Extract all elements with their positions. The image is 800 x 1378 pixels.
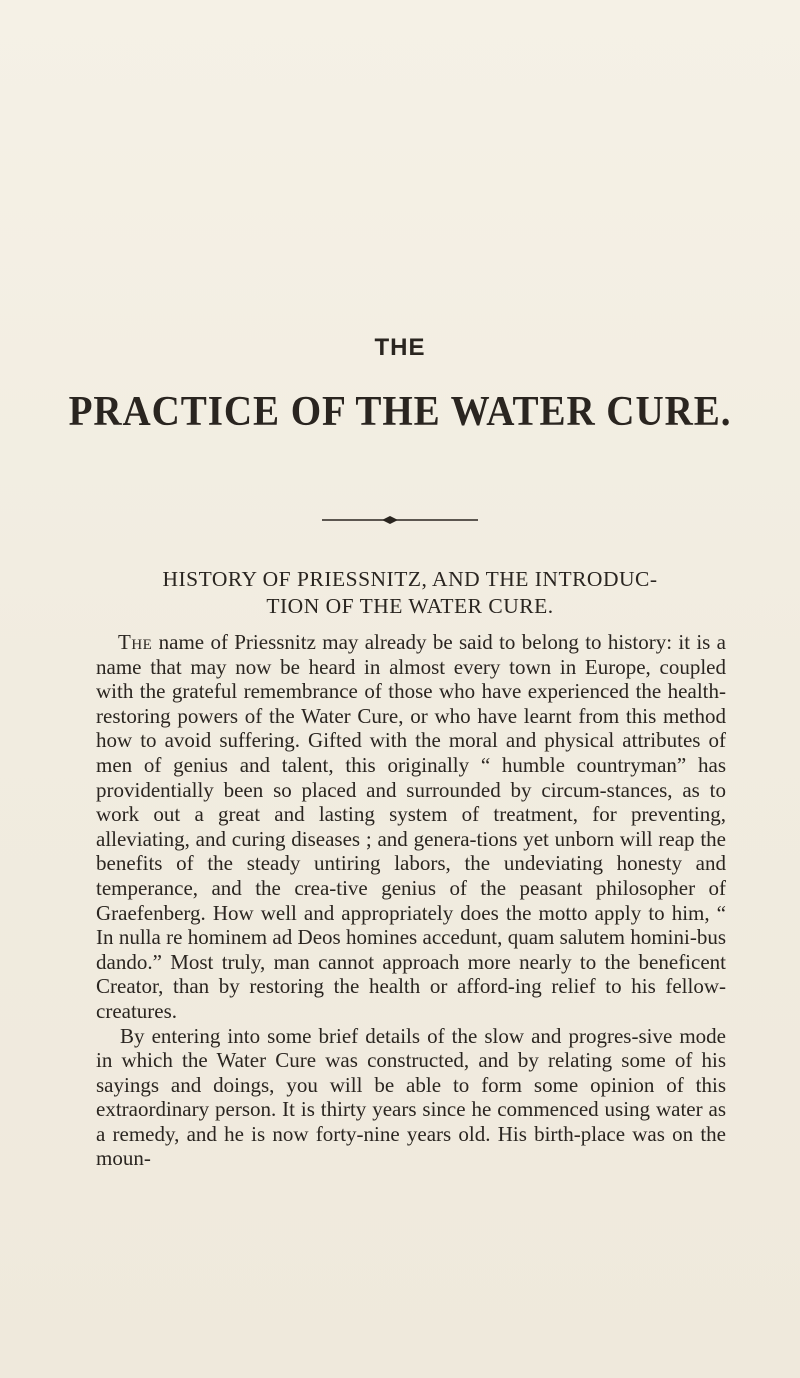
- paragraph-1-lead: The: [118, 630, 153, 654]
- heading-the: THE: [374, 334, 426, 361]
- page-title: PRACTICE OF THE WATER CURE.: [68, 389, 732, 435]
- body-text: [96, 630, 726, 1171]
- paragraph-2: By entering into some brief details of the slow and progres-sive mode in which the Water Cure was constructed, and by relating some of his sayings and doings, you will be able to form some opinion of this extraordinary person. It is thirty years since he commenced using water as a remedy, and he is now forty-nine years old. His birth-place was on the moun-: [96, 1023, 726, 1171]
- section-title-line-1: HISTORY OF PRIESSNITZ, AND THE INTRODUC-: [162, 567, 658, 591]
- paragraph-1-text: name of Priessnitz may already be said to belong to history: it is a name that may now be heard in almost every town in Europe, coupled with the grateful remembrance of those who have experienced the health-restoring powers of the Water Cure, or who have learnt from this method how to avoid suffering. Gifted with the moral and physical attributes of men of genius and talent, this originally “ humble countryman” has providentially been so placed and surrounded by circum-stances, as to work out a great and lasting system of treatment, for preventing, alleviating, and curing diseases ; and genera-tions yet unborn will reap the benefits of the steady untiring labors, the undeviating honesty and temperance, and the crea-tive genius of the peasant philosopher of Graefenberg. How well and appropriately does the motto apply to him, “ In nulla re hominem ad Deos homines accedunt, quam salutem homini-bus dando.” Most truly, man cannot approach more nearly to the beneficent Creator, than by restoring the health or afford-ing relief to his fellow-creatures.: [96, 630, 726, 1023]
- section-title-line-2: TION OF THE WATER CURE.: [266, 594, 554, 618]
- diamond-rule-icon: [320, 514, 480, 526]
- paragraph-1: [96, 630, 726, 1024]
- section-title: [90, 566, 730, 620]
